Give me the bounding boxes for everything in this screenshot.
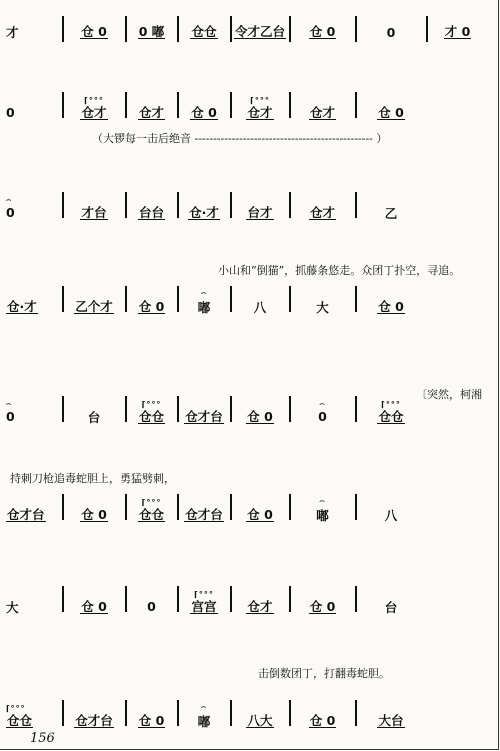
note-text: 仓 0 — [309, 598, 336, 614]
note-text: 仓仓 — [138, 506, 164, 522]
fermata-icon: ⌢ — [6, 195, 13, 204]
note-text: 台 — [87, 409, 101, 425]
measure — [427, 12, 488, 52]
measure — [126, 490, 177, 530]
measure — [356, 12, 426, 52]
note-text: 仓 0 — [309, 24, 336, 39]
measure — [63, 392, 125, 432]
measure — [231, 188, 289, 228]
note-text: 仓 0 — [247, 506, 273, 522]
measure — [63, 282, 125, 322]
note-text: 仓仓 — [138, 408, 164, 424]
measure — [6, 696, 62, 736]
fermata-icon: ⌢ — [319, 495, 326, 505]
roll-mark-icon: ⌈°°° — [250, 95, 270, 105]
measure — [6, 12, 62, 52]
measure — [126, 88, 177, 128]
measure — [63, 188, 125, 228]
stage-direction: 小山和“倒猫”，抓藤条悠走。众团丁扑空，寻追。 — [218, 264, 461, 277]
note-text: 0 — [147, 599, 156, 614]
note-text: 八 — [384, 507, 398, 523]
note-text: 宫宫 — [191, 598, 217, 614]
note-text: 仓才 — [247, 104, 273, 120]
note-text: 0 — [318, 409, 327, 424]
measure — [356, 188, 426, 228]
measure — [290, 188, 355, 228]
note-text: 仓 0 — [81, 598, 107, 614]
stage-direction: 击倒数团丁，打翻毒蛇胆。 — [258, 667, 390, 680]
note-text: 嘟 — [197, 713, 211, 729]
note-text: 仓·才 — [7, 298, 37, 314]
note-text: 仓仓 — [7, 712, 33, 728]
note-text: 仓才台 — [7, 506, 45, 522]
note-text: 0 — [6, 105, 15, 120]
measure — [6, 392, 62, 432]
fermata-icon: ⌢ — [319, 399, 326, 408]
measure — [290, 582, 355, 622]
measure — [63, 696, 125, 736]
roll-mark-icon: ⌈°°° — [194, 589, 214, 599]
measure — [231, 696, 289, 736]
measure — [126, 282, 177, 322]
note-text: 台台 — [138, 204, 164, 220]
measure — [290, 392, 355, 432]
measure — [178, 188, 230, 228]
measure — [290, 282, 355, 322]
note-text: 仓 0 — [138, 298, 165, 314]
note-text: 0 嘟 — [138, 24, 165, 39]
measure — [126, 582, 177, 622]
measure — [63, 490, 125, 530]
measure — [63, 88, 125, 128]
measure — [126, 12, 177, 52]
roll-mark-icon: ⌈°°° — [6, 703, 26, 713]
note-text: 才台 — [81, 204, 107, 220]
measure — [178, 12, 230, 52]
staff-row — [0, 582, 500, 622]
measure — [356, 88, 426, 128]
note-text: 仓才 — [247, 598, 273, 614]
staff-row — [0, 392, 500, 432]
note-text: 仓 0 — [247, 408, 273, 424]
note-text: 乙 — [384, 205, 398, 221]
measure — [231, 12, 289, 52]
staff-row — [0, 490, 500, 530]
fermata-icon: ⌢ — [200, 287, 208, 297]
measure — [356, 696, 426, 736]
measure — [290, 490, 355, 530]
roll-mark-icon: ⌈°°° — [84, 95, 104, 105]
note-text: 仓才 — [81, 104, 107, 120]
roll-mark-icon: ⌈°°° — [381, 399, 401, 409]
measure — [63, 12, 125, 52]
measure — [6, 88, 62, 128]
note-text: 令才乙台 — [234, 24, 285, 39]
stage-direction: （大锣每一击后绝音 ------------------------------------------------ ） — [92, 132, 388, 145]
measure — [178, 696, 230, 736]
note-text: 仓 0 — [191, 104, 217, 120]
measure — [6, 282, 62, 322]
measure — [6, 188, 62, 228]
note-text: 仓才台 — [185, 408, 223, 424]
staff-row — [0, 696, 500, 736]
note-text: 才 0 — [444, 24, 471, 39]
measure — [178, 392, 230, 432]
stage-direction: 〔突然，柯湘 — [416, 388, 482, 401]
note-text: 大 — [6, 599, 19, 615]
note-text: 嘟 — [197, 299, 211, 315]
note-text: 仓 0 — [81, 506, 107, 522]
measure — [6, 582, 62, 622]
note-text: 仓才 — [138, 104, 164, 120]
note-text: 仓 0 — [309, 712, 336, 728]
note-text: 0 — [386, 24, 396, 40]
measure — [178, 490, 230, 530]
measure — [126, 392, 177, 432]
note-text: 仓才 — [309, 204, 335, 220]
measure — [290, 696, 355, 736]
note-text: 台才 — [247, 204, 273, 220]
note-text: 仓·才 — [189, 204, 219, 220]
measure — [231, 490, 289, 530]
note-text: 仓才台 — [185, 506, 223, 522]
measure — [63, 582, 125, 622]
measure — [6, 490, 62, 530]
roll-mark-icon: ⌈°°° — [141, 497, 162, 507]
note-text: 大 — [316, 299, 329, 315]
note-text: 仓仓 — [191, 24, 217, 39]
measure — [126, 188, 177, 228]
note-text: 仓 0 — [378, 298, 404, 314]
note-text: 仓仓 — [378, 408, 404, 424]
measure — [290, 88, 355, 128]
measure — [356, 582, 426, 622]
measure — [231, 88, 289, 128]
measure — [231, 282, 289, 322]
note-text: 仓 0 — [378, 104, 404, 120]
note-text: 0 — [6, 409, 15, 424]
note-text: 嘟 — [316, 507, 329, 523]
staff-row — [0, 188, 500, 228]
stage-direction: 持刺刀枪追毒蛇胆上，勇猛劈刺， — [10, 472, 175, 485]
measure — [356, 490, 426, 530]
staff-row — [0, 282, 500, 322]
note-text: 才 — [6, 25, 19, 40]
measure — [356, 392, 426, 432]
note-text: 八大 — [247, 712, 273, 728]
measure — [178, 282, 230, 322]
note-text: 0 — [6, 205, 15, 220]
fermata-icon: ⌢ — [200, 701, 208, 711]
roll-mark-icon: ⌈°°° — [141, 399, 162, 409]
note-text: 仓 0 — [81, 24, 107, 39]
note-text: 台 — [384, 599, 398, 615]
note-text: 大台 — [378, 712, 404, 728]
measure — [126, 696, 177, 736]
staff-row — [0, 88, 500, 128]
fermata-icon: ⌢ — [6, 399, 13, 408]
measure — [178, 88, 230, 128]
measure — [178, 582, 230, 622]
note-text: 仓才 — [309, 104, 335, 120]
note-text: 乙个才 — [75, 298, 113, 314]
note-text: 仓才台 — [75, 712, 113, 728]
measure — [231, 392, 289, 432]
measure — [231, 582, 289, 622]
note-text: 八 — [253, 299, 267, 315]
measure — [356, 282, 426, 322]
note-text: 仓 0 — [138, 712, 165, 728]
measure — [290, 12, 355, 52]
staff-row — [0, 12, 500, 52]
page-number: 156 — [30, 731, 55, 746]
